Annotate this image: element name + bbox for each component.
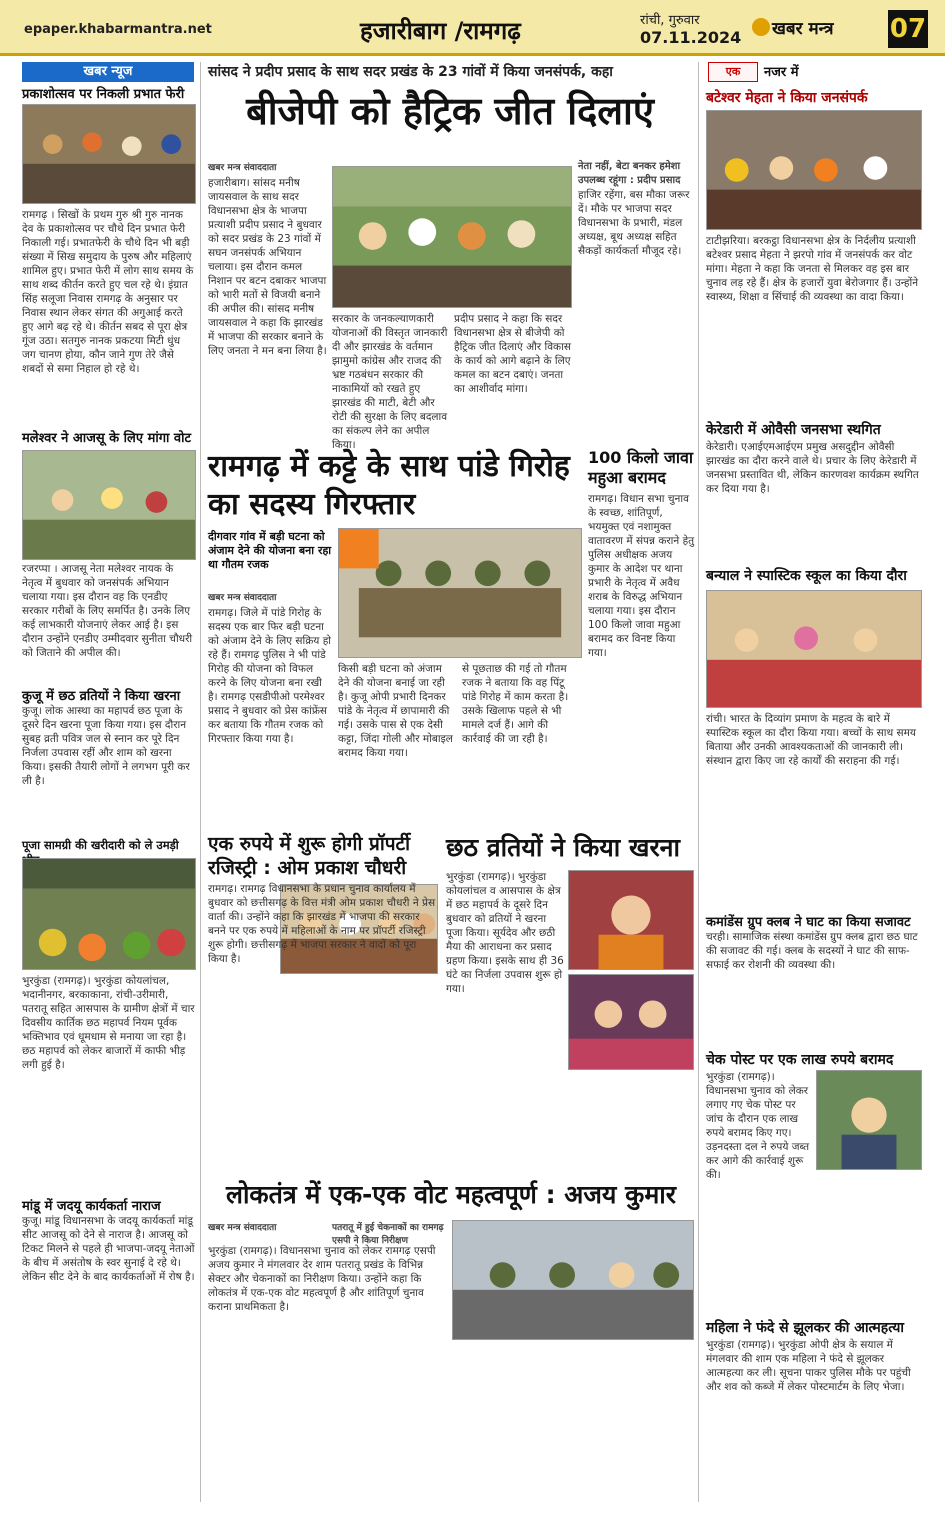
story-title: प्रकाशोत्सव पर निकली प्रभात फेरी	[22, 87, 185, 102]
byline: खबर मन्त्र संवाददाता	[208, 593, 277, 603]
story-body: भुरकुंडा (रामगढ़)। विधानसभा चुनाव को लेकर लगाए गए चेक पोस्ट पर जांच के दौरान एक लाख रुपये बरामद किए गए। उड़नदस्ता दल ने रुपये जब्त कर आगे की कार्रवाई शुरू की।	[706, 1071, 810, 1181]
brand-logo: खबर मन्त्र	[772, 19, 834, 39]
story-body: रांची। भारत के दिव्यांग प्रमाण के महत्व के बारे में स्पास्टिक स्कूल का दौरा किया गया। बच्चों के साथ समय बिताया और उनकी आवश्यकताओं की जानकारी ली। संस्थान द्वारा किए जा रहे कार्यों की सराहना की गई।	[706, 713, 917, 767]
story-body: रामगढ़। जिले में पांडे गिरोह के सदस्य एक बार फिर बड़ी घटना को अंजाम देने के लिए सक्रिय हो रहे हैं। रामगढ़ पुलिस ने भी पांडे गिरोह की योजना को विफल करने के लिए योजना बना रखी है। रामगढ़ एसडीपीओ परमेश्वर प्रसाद ने बुधवार को प्रेस कांफ्रेंस कर बताया कि गौतम रजक को गिरफ्तार किया गया है।	[208, 607, 331, 745]
story-body: किसी बड़ी घटना को अंजाम देने की योजना बनाई जा रही है। कुजू ओपी प्रभारी दिनकर पांडे के नेतृत्व में छापामारी की गई। उसके पास से एक देसी कट्टा, जिंदा गोली और मोबाइल बरामद किया गया।	[338, 663, 453, 759]
story-photo	[816, 1070, 922, 1170]
story-body: से पूछताछ की गई तो गौतम रजक ने बताया कि वह पिंटू पांडे गिरोह में काम करता है। उसके खिलाफ पहले से भी मामले दर्ज हैं। आगे की कार्रवाई की जा रही है।	[462, 663, 569, 745]
story-photo	[22, 450, 196, 560]
story-subhead: पतरातू में हुई चेकनाकों का रामगढ़ एसपी ने किया निरीक्षण	[332, 1223, 444, 1246]
story-photo	[22, 104, 196, 204]
story-subhead: दीगवार गांव में बड़ी घटना को अंजाम देने की योजना बना रहा था गौतम रजक	[208, 530, 332, 571]
story-headline: चेक पोस्ट पर एक लाख रुपये बरामद	[706, 1052, 894, 1068]
page-number: 07	[888, 10, 928, 48]
story-headline: बटेश्वर मेहता ने किया जनसंपर्क	[706, 90, 868, 106]
edition-title: हजारीबाग /रामगढ़	[360, 17, 521, 45]
story-photo	[22, 858, 196, 970]
lead-photo	[332, 166, 572, 308]
section-tag: खबर न्यूज	[22, 62, 194, 82]
story-body: रामगढ़। विधान सभा चुनाव के स्वच्छ, शांतिपूर्ण, भयमुक्त एवं नशामुक्त वातावरण में संपन्न कराने हेतु पुलिस अधीक्षक अजय कुमार के आदेश पर थाना प्रभारी के नेतृत्व में अवैध शराब के विरुद्ध अभियान चलाया गया। इस दौरान 100 किलो जावा महुआ बरामद कर विनष्ट किया गया।	[588, 493, 695, 659]
story-photo	[568, 974, 694, 1070]
story-body: प्रदीप प्रसाद ने कहा कि सदर विधानसभा क्षेत्र से बीजेपी को हैट्रिक जीत दिलाएं और विकास के कार्य को आगे बढ़ाने के लिए कमल का बटन दबाएं। जनता का आशीर्वाद मांगा।	[454, 313, 571, 395]
story-body: चरही। सामाजिक संस्था कमांडेंस ग्रुप क्लब द्वारा छठ घाट की सजावट की गई। क्लब के सदस्यों ने घाट की साफ-सफाई कर रोशनी की व्यवस्था की।	[706, 931, 918, 971]
byline: खबर मन्त्र संवाददाता	[208, 163, 277, 173]
byline: खबर मन्त्र संवाददाता	[208, 1223, 277, 1233]
story-headline: लोकतंत्र में एक-एक वोट महत्वपूर्ण : अजय कुमार	[226, 1180, 676, 1209]
story-photo	[706, 110, 922, 230]
story-body: रामगढ़। रामगढ़ विधानसभा के प्रधान चुनाव कार्यालय में बुधवार को छत्तीसगढ़ के वित्त मंत्री ओम प्रकाश चौधरी ने प्रेस वार्ता की। उन्होंने कहा कि झारखंड में भाजपा की सरकार बनने पर एक रुपये में महिलाओं के नाम पर प्रॉपर्टी रजिस्ट्री शुरू होगी। छत्तीसगढ़ में भाजपा सरकार ने वादों को पूरा किया है।	[208, 883, 436, 965]
story-headline: महिला ने फंदे से झूलकर की आत्महत्या	[706, 1320, 905, 1336]
story-headline: छठ व्रतियों ने किया खरना	[446, 833, 681, 862]
story-body: हाजिर रहेंगा, बस मौका जरूर दें। मौके पर भाजपा सदर विधानसभा के प्रभारी, मंडल अध्यक्ष, बूथ अध्यक्ष सहित सैकड़ों कार्यकर्ता मौजूद रहे।	[578, 189, 690, 257]
story-title: मलेश्वर ने आजसू के लिए मांगा वोट	[22, 431, 192, 446]
story-photo	[706, 590, 922, 708]
story-body: टाटीझरिया। बरकट्ठा विधानसभा क्षेत्र के निर्दलीय प्रत्याशी बटेश्वर प्रसाद मेहता ने झरपो गांव में जनसंपर्क कर वोट मांगा। मेहता ने कहा कि जनता से मिलकर वह इस बार चुनाव लड़ रहे हैं। क्षेत्र के हजारों युवा बेरोजगार हैं। उन्होंने स्वास्थ्य, शिक्षा व सिंचाई की व्यवस्था का वादा किया।	[706, 235, 919, 303]
story-kicker: सांसद ने प्रदीप प्रसाद के साथ सदर प्रखंड के 23 गांवों में किया जनसंपर्क, कहा	[208, 64, 613, 80]
story-body: भुरकुंडा (रामगढ़)। भुरकुंडा कोयलांचल व आसपास के क्षेत्र में छठ महापर्व के दूसरे दिन बुधवार को व्रतियों ने खरना पूजा किया। सूर्यदेव और छठी मैया की आराधना कर प्रसाद ग्रहण किया। इसके साथ ही 36 घंटे का निर्जला उपवास शुरू हो गया।	[446, 871, 564, 995]
story-body: कुजू। मांडू विधानसभा के जदयू कार्यकर्ता मांडू सीट आजसू को देने से नाराज है। आजसू को टिकट मिलने से पहले ही भाजपा-जदयू नेताओं के बीच में असंतोष के स्वर सुनाई दे रहे थे। लेकिन सीट देने के बाद कार्यकर्ताओं में रोष है।	[22, 1215, 195, 1283]
section-tag-label: नजर में	[764, 65, 799, 80]
story-photo	[338, 528, 582, 658]
story-photo	[452, 1220, 694, 1340]
story-title: पूजा सामग्री की खरीदारी को ले उमड़ी	[22, 838, 179, 852]
issue-day: रांची, गुरुवार	[640, 13, 700, 28]
story-body: भुरकुंडा (रामगढ़)। भुरकुंडा ओपी क्षेत्र के सयाल में मंगलवार की शाम एक महिला ने फंदे से झूलकर आत्महत्या कर ली। सूचना पाकर पुलिस मौके पर पहुंची और शव को कब्जे में लेकर पोस्टमार्टम के लिए भेजा।	[706, 1339, 911, 1393]
issue-date: 07.11.2024	[640, 28, 742, 47]
story-headline: एक रुपये में शुरू होगी प्रॉपर्टी रजिस्ट्री : ओम प्रकाश चौधरी	[208, 833, 411, 879]
story-body: भुरकुंडा (रामगढ़)। भुरकुंडा कोयलांचल, भदानीनगर, बरकाकाना, रांची-उरीमारी, पतरातू सहित आसपास के ग्रामीण क्षेत्रों में चार दिवसीय कार्तिक छठ महापर्व नियम पूर्वक भक्तिभाव एवं धूमधाम से मनाया जा रहा है। छठ महापर्व को लेकर बाजारों में काफी भीड़ लगी हुई है।	[22, 975, 195, 1071]
site-url[interactable]: epaper.khabarmantra.net	[24, 22, 212, 37]
story-body: सरकार के जनकल्याणकारी योजनाओं की विस्तृत जानकारी दी और झारखंड के वर्तमान झामुमो कांग्रेस और राजद की भ्रष्ट गठबंधन सरकार की नाकामियों को रखते हुए झारखंड की माटी, बेटी और रोटी की सुरक्षा के लिए बदलाव का संकल्प लेने का अपील किया।	[332, 313, 448, 451]
story-subhead: नेता नहीं, बेटा बनकर हमेशा उपलब्ध रहूंगा : प्रदीप प्रसाद	[578, 161, 681, 186]
story-photo	[568, 870, 694, 970]
story-body: कुजू। लोक आस्था का महापर्व छठ पूजा के दूसरे दिन खरना पूजा किया गया। इस दौरान सुबह व्रती पवित्र जल से स्नान कर पूरे दिन निर्जला उपवास रहीं और शाम को खरना किया। इसकी तैयारी लोगों ने लगभग पूरी कर ली है।	[22, 705, 190, 787]
story-body: रामगढ़ । सिखों के प्रथम गुरु श्री गुरु नानक देव के प्रकाशोत्सव पर चौथे दिन प्रभात फेरी निकाली गई। प्रभातफेरी के चौथे दिन भी बड़ी संख्या में सिख समुदाय के पुरुष और महिलाएं शामिल हुए। प्रभात फेरी में लोग साथ समय के साथ शब्द कीर्तन करते हुए चल रहे थे। इंग्रात सिंह सलूजा निवास रामगढ़ के अनुसार पर निवास स्थान लेकर संगत की अगुआई करते हुए आगे बढ़ रहे थे। कीर्तन सबद से पूरा क्षेत्र गूंज उठा। सतगुरु नानक प्रकटया मिटी धुंध जग चानण होया, कौन जाने गुण तेरे जैसे शबदों से समा निहाल हो रहे थे।	[22, 209, 194, 375]
brand-logo-icon	[752, 18, 770, 36]
story-body: हजारीबाग। सांसद मनीष जायसवाल के साथ सदर विधानसभा क्षेत्र के भाजपा प्रत्याशी प्रदीप प्रसाद ने बुधवार को सदर प्रखंड के 23 गांवों में सघन जनसंपर्क अभियान चलाया। इस दौरान कमल निशान पर बटन दबाकर भाजपा को भारी मतों से विजयी बनाने की अपील की। सांसद मनीष जायसवाल ने कहा कि झारखंड में भाजपा की सरकार बनाने के लिए जनता ने मन बना लिया है।	[208, 177, 327, 357]
column-divider	[200, 62, 201, 1502]
story-headline: कमांडेंस ग्रुप क्लब ने घाट का किया सजावट	[706, 915, 911, 930]
story-headline: बन्याल ने स्पास्टिक स्कूल का किया दौरा	[706, 568, 907, 584]
story-body: रजरप्पा । आजसू नेता मलेश्वर नायक के नेतृत्व में बुधवार को जनसंपर्क अभियान चलाया गया। इस दौरान वह कि एनडीए सरकार गरीबों के लिए समर्पित है। उनके लिए कई लाभकारी योजनाएं लेकर आई है। इस दौरान उन्होंने एनडीए उम्मीदवार सुनीता चौधरी को जिताने की अपील की।	[22, 563, 193, 659]
story-headline: रामगढ़ में कट्टे के साथ पांडे गिरोह का सदस्य गिरफ्तार	[208, 449, 570, 522]
story-headline: केरेडारी में ओवैसी जनसभा स्थगित	[706, 422, 881, 438]
story-title: मांडू में जदयू कार्यकर्ता नाराज	[22, 1199, 161, 1214]
story-body: केरेडारी। एआईएमआईएम प्रमुख असदुद्दीन ओवैसी झारखंड का दौरा करने वाले थे। प्रचार के लिए केरेडारी में जनसभा प्रस्तावित थी, लेकिन कारणवश कार्यक्रम स्थगित कर दिया गया है।	[706, 441, 919, 495]
story-body: भुरकुंडा (रामगढ़)। विधानसभा चुनाव को लेकर रामगढ़ एसपी अजय कुमार ने मंगलवार देर शाम पतरातू प्रखंड के विभिन्न सेक्टर और चेकनाकों का निरीक्षण किया। उन्होंने कहा कि लोकतंत्र में एक-एक वोट महत्वपूर्ण है और शांतिपूर्ण चुनाव कराना प्राथमिकता है।	[208, 1245, 436, 1313]
lead-headline: बीजेपी को हैट्रिक जीत दिलाएं	[246, 89, 654, 133]
column-divider	[698, 62, 699, 1502]
story-headline: 100 किलो जावा महुआ बरामद	[588, 448, 694, 487]
story-title: कुजू में छठ व्रतियों ने किया खरना	[22, 689, 181, 704]
section-tag: एक	[708, 62, 758, 82]
